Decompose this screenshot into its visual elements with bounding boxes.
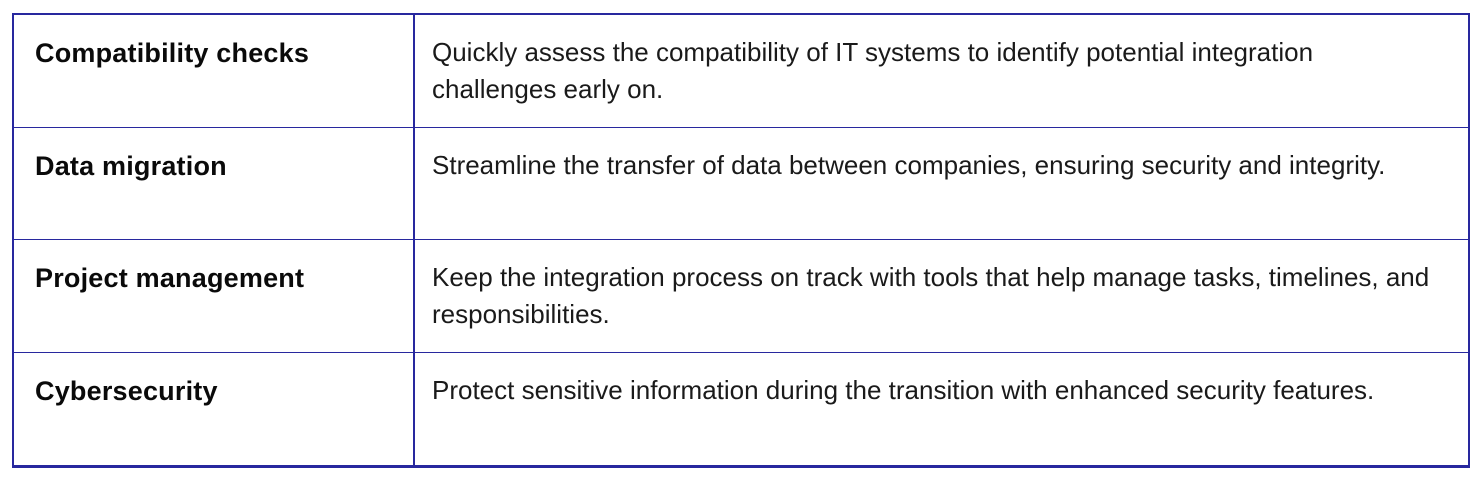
table-cell-description [415, 15, 1468, 128]
description-text: Protect sensitive information during the transition with enhanced security features. [432, 374, 1375, 405]
description-text: Streamline the transfer of data between companies, ensuring security and integrity. [432, 149, 1386, 180]
description-text: Keep the integration process on track with tools that help manage tasks, timelines, and responsibilities. [432, 262, 1430, 329]
table-cell-term [14, 15, 415, 128]
table-cell-description [415, 353, 1468, 466]
table-cell-description [415, 240, 1468, 353]
table-cell-description [415, 128, 1468, 241]
term-label: Cybersecurity [35, 375, 218, 406]
description-text: Quickly assess the compatibility of IT systems to identify potential integration challenges early on. [432, 37, 1314, 104]
table-cell-term [14, 353, 415, 466]
table-cell-term [14, 240, 415, 353]
term-label: Data migration [35, 150, 227, 181]
table-cell-term [14, 128, 415, 241]
term-label: Compatibility checks [35, 38, 310, 68]
feature-table [12, 13, 1470, 468]
term-label: Project management [35, 263, 305, 293]
